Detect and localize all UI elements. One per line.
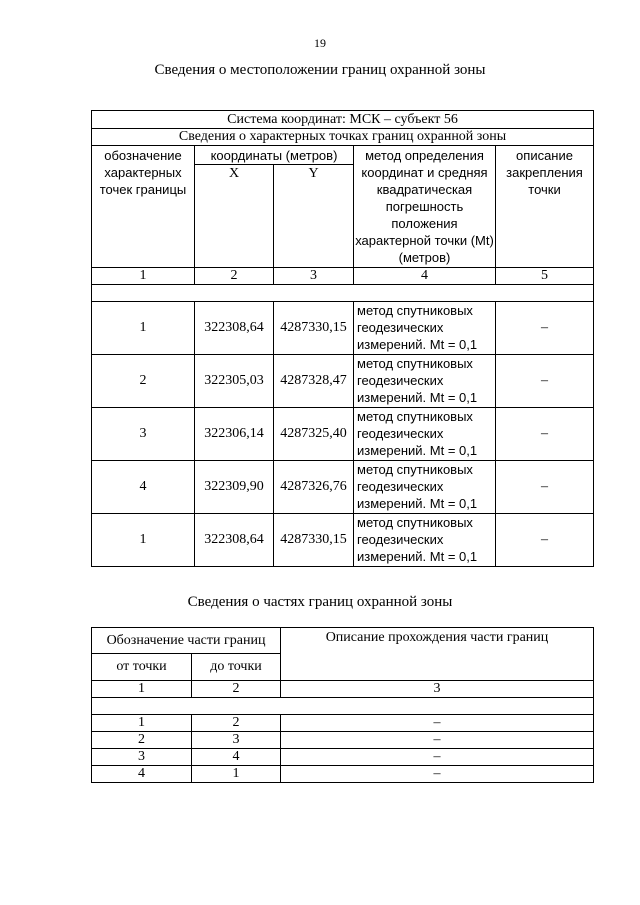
page-number: 19 <box>314 36 326 50</box>
from-point: 1 <box>92 715 192 732</box>
coord-y: 4287328,47 <box>274 355 354 408</box>
point-id: 2 <box>92 355 195 408</box>
table-row <box>92 408 594 461</box>
column-number: 4 <box>354 268 496 285</box>
point-id: 1 <box>92 514 195 567</box>
point-id: 3 <box>92 408 195 461</box>
fixing-description: – <box>496 355 594 408</box>
to-point: 4 <box>192 749 281 766</box>
coord-x: 322308,64 <box>195 514 274 567</box>
from-point: 4 <box>92 766 192 783</box>
point-id: 1 <box>92 302 195 355</box>
header-part-description: Описание прохождения части границ <box>281 628 594 681</box>
method-cell: метод спутниковых геодезических измерений. Mt = 0,1 <box>354 461 496 514</box>
points-title-header: Сведения о характерных точках границ охранной зоны <box>92 129 594 146</box>
table-row <box>92 355 594 408</box>
column-number: 2 <box>192 681 281 698</box>
coord-system-header: Система координат: МСК – субъект 56 <box>92 111 594 129</box>
header-part-designation: Обозначение части границ <box>92 628 281 654</box>
column-number: 1 <box>92 268 195 285</box>
fixing-description: – <box>496 514 594 567</box>
part-description: – <box>281 732 594 749</box>
header-from-point: от точки <box>92 654 192 681</box>
header-y: Y <box>274 165 354 268</box>
method-cell: метод спутниковых геодезических измерений. Mt = 0,1 <box>354 408 496 461</box>
table-row <box>92 302 594 355</box>
method-cell: метод спутниковых геодезических измерений. Mt = 0,1 <box>354 302 496 355</box>
method-cell: метод спутниковых геодезических измерений. Mt = 0,1 <box>354 514 496 567</box>
coord-x: 322305,03 <box>195 355 274 408</box>
from-point: 3 <box>92 749 192 766</box>
column-number: 3 <box>281 681 594 698</box>
section-title-parts: Сведения о частях границ охранной зоны <box>187 594 453 610</box>
header-designation: обозначение характерных точек границы <box>92 146 195 268</box>
section-title-location: Сведения о местоположении границ охранной зоны <box>154 62 486 78</box>
coord-y: 4287330,15 <box>274 302 354 355</box>
part-description: – <box>281 766 594 783</box>
coord-y: 4287330,15 <box>274 514 354 567</box>
spacer-row <box>92 698 594 715</box>
part-description: – <box>281 715 594 732</box>
header-method: метод определения координат и средняя квадратическая погрешность положения характерной точки (Mt) (метров) <box>354 146 496 268</box>
header-description: описание закрепления точки <box>496 146 594 268</box>
spacer-row <box>92 285 594 302</box>
to-point: 3 <box>192 732 281 749</box>
column-number: 2 <box>195 268 274 285</box>
part-description: – <box>281 749 594 766</box>
point-id: 4 <box>92 461 195 514</box>
method-cell: метод спутниковых геодезических измерений. Mt = 0,1 <box>354 355 496 408</box>
table-row <box>92 715 594 732</box>
fixing-description: – <box>496 408 594 461</box>
fixing-description: – <box>496 302 594 355</box>
table-row <box>92 732 594 749</box>
header-coords: координаты (метров) <box>195 146 354 165</box>
coord-x: 322309,90 <box>195 461 274 514</box>
column-number: 5 <box>496 268 594 285</box>
table-row <box>92 766 594 783</box>
table-row <box>92 514 594 567</box>
header-to-point: до точки <box>192 654 281 681</box>
boundary-points-table <box>91 110 594 567</box>
fixing-description: – <box>496 461 594 514</box>
coord-x: 322306,14 <box>195 408 274 461</box>
column-number: 3 <box>274 268 354 285</box>
coord-y: 4287326,76 <box>274 461 354 514</box>
coord-y: 4287325,40 <box>274 408 354 461</box>
from-point: 2 <box>92 732 192 749</box>
column-number: 1 <box>92 681 192 698</box>
boundary-parts-table <box>91 627 594 783</box>
to-point: 1 <box>192 766 281 783</box>
to-point: 2 <box>192 715 281 732</box>
table-row <box>92 749 594 766</box>
header-x: X <box>195 165 274 268</box>
coord-x: 322308,64 <box>195 302 274 355</box>
table-row <box>92 461 594 514</box>
